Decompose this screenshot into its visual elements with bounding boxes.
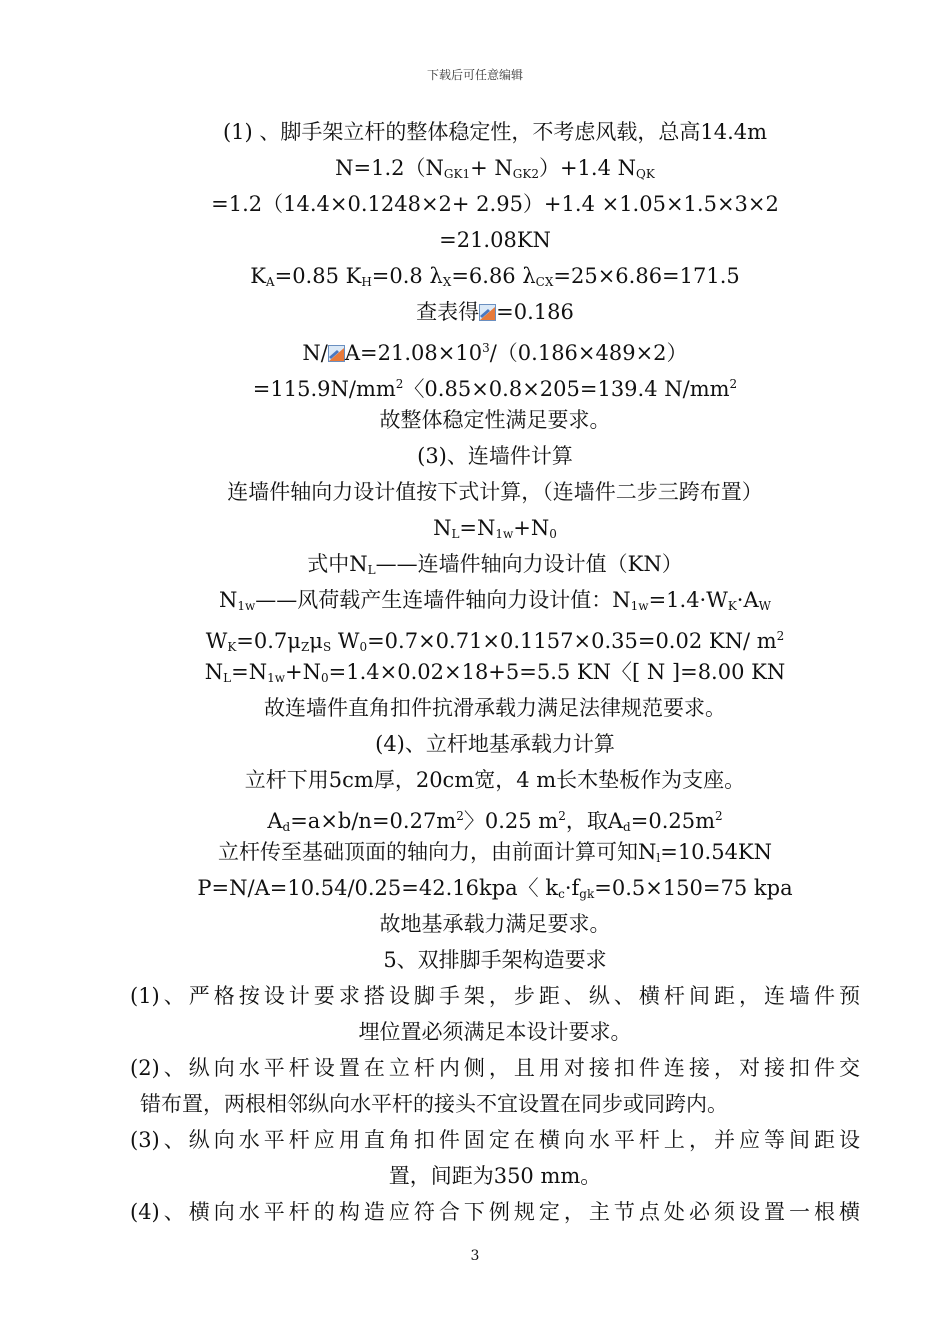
text-line (130, 1158, 860, 1194)
text-line (130, 510, 860, 546)
text-line (130, 258, 860, 294)
subscript: GK1 (443, 167, 471, 181)
subscript: 1w (237, 599, 256, 613)
subscript: 1w (495, 527, 514, 541)
text-run: =25×6.86=171.5 (553, 264, 740, 288)
text-run: 故连墙件直角扣件抗滑承载力满足法律规范要求。 (264, 696, 726, 720)
subscript: d (282, 820, 291, 834)
text-run: 置，间距为350 mm。 (388, 1164, 602, 1188)
text-run: N=1.2（N (335, 156, 444, 180)
text-line (130, 114, 860, 150)
text-run: + N (470, 156, 513, 180)
subscript: 0 (359, 640, 368, 654)
text-run: =0.8 λ (371, 264, 443, 288)
text-run: P=N/A=10.54/0.25=42.16kpa〈 k (197, 876, 559, 900)
superscript: 2 (715, 809, 723, 823)
text-run: N (219, 588, 238, 612)
text-run: (4)、立杆地基承载力计算 (375, 732, 615, 756)
text-run: =a×b/n=0.27m (290, 809, 457, 833)
text-run: =0.25m (630, 809, 716, 833)
text-line (130, 1122, 860, 1158)
subscript: L (223, 671, 232, 685)
text-run: =0.5×150=75 kpa (594, 876, 793, 900)
text-run: A=21.08×10 (344, 341, 483, 365)
superscript: 3 (482, 341, 490, 355)
text-run: =0.7μ (236, 629, 301, 653)
text-run: W (205, 629, 228, 653)
text-run: (2)、纵向水平杆设置在立杆内侧，且用对接扣件连接，对接扣件交 (130, 1056, 860, 1080)
subscript: W (758, 599, 771, 613)
page-header: 下载后可任意编辑 (426, 68, 523, 82)
document-body (130, 114, 860, 1230)
text-run: N (204, 660, 224, 684)
text-line (130, 546, 860, 582)
text-run: N/ (302, 341, 328, 365)
text-run: =115.9N/mm (252, 377, 396, 401)
text-line (130, 654, 860, 690)
superscript: 2 (776, 629, 785, 643)
text-run: ·f (564, 876, 580, 900)
text-run: (1)、严格按设计要求搭设脚手架，步距、纵、横杆间距，连墙件预 (130, 984, 860, 1008)
text-run: =0.186 (496, 300, 574, 324)
text-run: (3)、纵向水平杆应用直角扣件固定在横向水平杆上，并应等间距设 (130, 1128, 860, 1152)
text-run: A (267, 809, 283, 833)
text-run: =21.08KN (439, 228, 551, 252)
subscript: CX (535, 275, 554, 289)
text-line (130, 618, 860, 654)
text-run: =N (459, 516, 496, 540)
text-line (130, 1014, 860, 1050)
text-run: ·A (736, 588, 759, 612)
text-run: (1) 、脚手架立杆的整体稳定性，不考虑风载，总高14.4m (222, 120, 768, 144)
text-run: W (331, 629, 360, 653)
subscript: d (623, 820, 631, 834)
text-run: ，取A (565, 809, 624, 833)
text-run: 埋位置必须满足本设计要求。 (358, 1020, 632, 1044)
subscript: gk (579, 887, 595, 901)
text-line (130, 690, 860, 726)
subscript: X (442, 275, 452, 289)
text-run: ——连墙件轴向力设计值（KN） (375, 552, 683, 576)
text-run: 错布置，两根相邻纵向水平杆的接头不宜设置在同步或同跨内。 (140, 1092, 728, 1116)
phi-symbol-icon (479, 296, 496, 313)
text-run: =0.7×0.71×0.1157×0.35=0.02 KN/ m (367, 629, 777, 653)
text-run: 5、双排脚手架构造要求 (383, 948, 607, 972)
text-run: =10.54KN (660, 840, 772, 864)
text-line (130, 978, 860, 1014)
text-line (130, 294, 860, 330)
text-run: μ (309, 629, 323, 653)
text-line (130, 366, 860, 402)
text-line (130, 402, 860, 438)
text-run: =1.2（14.4×0.1248×2+ 2.95）+1.4 ×1.05×1.5×3×2 (211, 192, 779, 216)
text-run: 立杆传至基础顶面的轴向力，由前面计算可知N (218, 840, 657, 864)
text-line (130, 726, 860, 762)
text-run: 连墙件轴向力设计值按下式计算，（连墙件二步三跨布置） (227, 480, 763, 504)
text-run: N (433, 516, 452, 540)
subscript: 1w (267, 671, 286, 685)
text-line (130, 798, 860, 834)
text-run: 查表得 (416, 300, 480, 324)
text-run: 立杆下用5cm厚，20cm宽，4 m长木垫板作为支座。 (244, 768, 746, 792)
subscript: 0 (321, 671, 329, 685)
subscript: c (558, 887, 565, 901)
subscript: Z (300, 640, 310, 654)
text-line (130, 1050, 860, 1086)
subscript: K (727, 599, 737, 613)
text-run: ）+1.4 N (538, 156, 636, 180)
text-line (130, 834, 860, 870)
text-line (130, 438, 860, 474)
text-run: K (250, 264, 266, 288)
text-run: =0.85 K (274, 264, 362, 288)
page-number: 3 (470, 1248, 480, 1264)
text-line (130, 870, 860, 906)
text-line (130, 906, 860, 942)
subscript: QK (636, 167, 655, 181)
subscript: K (227, 640, 237, 654)
text-run: 故整体稳定性满足要求。 (379, 408, 611, 432)
text-line (130, 942, 860, 978)
subscript: l (656, 851, 661, 865)
text-run: +N (285, 660, 321, 684)
text-line (130, 186, 860, 222)
subscript: L (367, 563, 376, 577)
subscript: 0 (549, 527, 557, 541)
superscript: 2 (729, 377, 738, 391)
text-line (130, 222, 860, 258)
text-run: 〉0.25 m (463, 809, 559, 833)
text-run: /（0.186×489×2） (489, 341, 688, 365)
subscript: A (265, 275, 275, 289)
text-line (130, 1086, 860, 1122)
phi-symbol-icon (328, 337, 345, 354)
text-run: (4)、横向水平杆的构造应符合下例规定，主节点处必须设置一根横 (130, 1200, 860, 1224)
superscript: 2 (558, 809, 566, 823)
subscript: H (361, 275, 372, 289)
text-run: =6.86 λ (451, 264, 536, 288)
superscript: 2 (395, 377, 404, 391)
text-line (130, 582, 860, 618)
subscript: GK2 (512, 167, 539, 181)
text-run: 故地基承载力满足要求。 (379, 912, 611, 936)
subscript: 1w (630, 599, 649, 613)
text-line (130, 150, 860, 186)
text-line (130, 330, 860, 366)
text-run: 〈0.85×0.8×205=139.4 N/mm (403, 377, 730, 401)
subscript: S (322, 640, 332, 654)
subscript: L (451, 527, 460, 541)
text-run: 式中N (307, 552, 368, 576)
text-line (130, 474, 860, 510)
text-run: =N (231, 660, 268, 684)
text-run: =1.4×0.02×18+5=5.5 KN〈[ N ]=8.00 KN (328, 660, 786, 684)
text-run: (3)、连墙件计算 (417, 444, 573, 468)
text-run: +N (513, 516, 550, 540)
text-line (130, 762, 860, 798)
superscript: 2 (456, 809, 464, 823)
text-run: ——风荷载产生连墙件轴向力设计值：N (255, 588, 631, 612)
text-run: =1.4·W (648, 588, 728, 612)
text-line (130, 1194, 860, 1230)
